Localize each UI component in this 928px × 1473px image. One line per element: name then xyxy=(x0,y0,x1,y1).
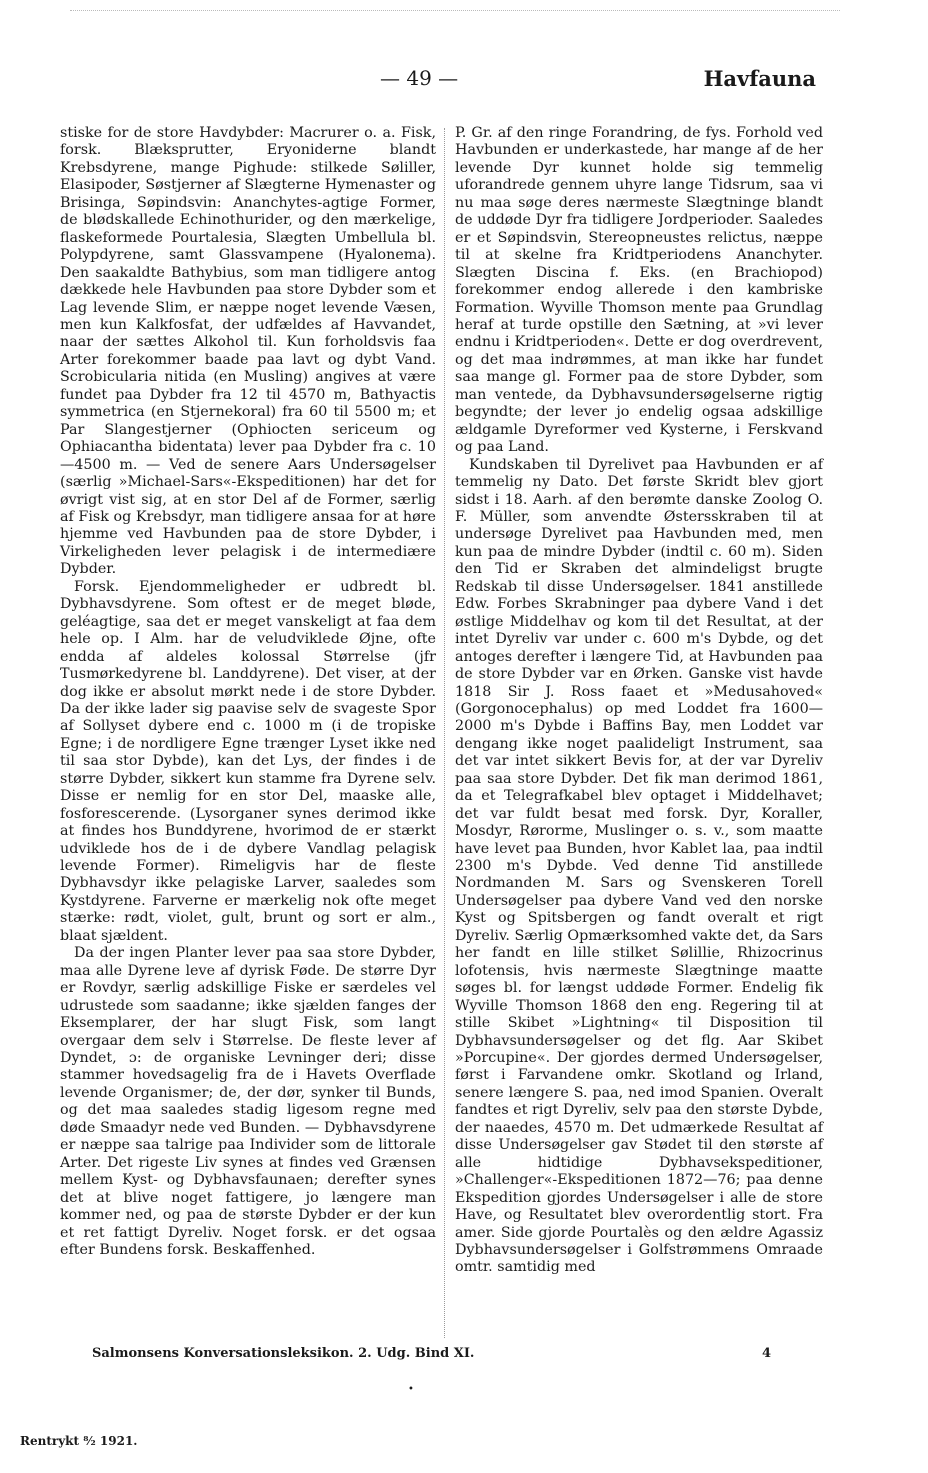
reprint-note: Rentrykt ⁸⁄₂ 1921. xyxy=(20,1434,138,1448)
page-number: — 49 — xyxy=(380,66,459,90)
running-head: Havfauna xyxy=(703,66,816,91)
top-rule xyxy=(70,10,840,11)
left-paragraph-1: stiske for de store Havdybder: Macrurer o. a. Fisk, forsk. Blæksprutter, Eryoniderne blandt Krebsdyrene, mange Pighude: stilkede Søliller, Elasipoder, Søstjerner af Slægterne Hymenaster og Brisinga, Søpindsvin: Ananchytes-agtige Former, de blødskallede Echinothurider, og den mærkelige, flaskeformede Pourtalesia, Slægten Umbellula bl. Polypdyrene, samt Glassvampene (Hyalonema). Den saakaldte Bathybius, som man tidligere antog dækkede hele Havbunden paa store Dybder som et Lag levende Slim, er næppe noget levende Væsen, men kun Kalkfosfat, der udfældes af Havvandet, naar der sættes Alkohol til. Kun forholdsvis faa Arter forekommer baade paa lavt og dybt Vand. Scrobicularia nitida (en Musling) angives at være fundet paa Dybder fra 12 til 4570 m, Bathyactis symmetrica (en Stjernekoral) fra 60 til 5500 m; et Par Slangestjerner (Ophiocten sericeum og Ophiacantha bidentata) lever paa Dybder fra c. 10—4500 m. — Ved de senere Aars Undersøgelser (særlig »Michael-Sars«-Ekspeditionen) har det for øvrigt vist sig, at en stor Del af de Former, særlig af Fisk og Krebsdyr, man tidligere ansaa for at høre hjemme ved Havbunden paa de store Dybder, i Virkeligheden lever pelagisk i de intermediære Dybder. xyxy=(60,125,436,578)
page-header xyxy=(0,66,928,96)
right-paragraph-1: P. Gr. af den ringe Forandring, de fys. Forhold ved Havbunden er underkastede, har mange af de her levende Dyr kunnet holde sig temmelig uforandrede gennem uhyre lange Tidsrum, saa vi nu maa søge deres nærmeste Slægtninge blandt de uddøde Dyr fra tidligere Jordperioder. Saaledes er et Søpindsvin, Stereopneustes relictus, næppe til at skelne fra Kridtperiodens Ananchyter. Slægten Discina f. Eks. (en Brachiopod) forekommer endog allerede i den kambriske Formation. Wyville Thomson mente paa Grundlag heraf at turde opstille den Sætning, at »vi lever endnu i Kridtperioden«. Dette er dog overdrevent, og det maa indrømmes, at man ikke har fundet saa mange gl. Former paa de store Dybder, som man ventede, da Dybhavsundersøgelserne rigtig begyndte; der lever jo endelig ogsaa adskillige ældgamle Dyreformer ved Kysterne, i Ferskvand og paa Land. xyxy=(455,125,823,456)
ink-dot: • xyxy=(408,1384,414,1395)
publication-footer: Salmonsens Konversationsleksikon. 2. Udg. Bind XI. xyxy=(92,1346,475,1361)
right-column xyxy=(455,125,823,1277)
signature-mark: 4 xyxy=(762,1346,772,1361)
column-divider xyxy=(444,128,445,1338)
left-paragraph-3: Da der ingen Planter lever paa saa store Dybder, maa alle Dyrene leve af dyrisk Føde. De større Dyr er Rovdyr, særlig adskillige Fiske er særdeles vel udrustede som saadanne; ikke sjælden fanges der Eksemplarer, der har slugt Fisk, som langt overgaar dem selv i Størrelse. De fleste lever af Dyndet, ɔ: de organiske Levninger deri; disse stammer hovedsagelig fra de i Havets Overflade levende Organismer; de, der dør, synker til Bunds, og det maa saaledes stadig ligesom regne med døde Smaadyr nede ved Bunden. — Dybhavsdyrene er næppe saa talrige paa Individer som de littorale Arter. Det rigeste Liv synes at findes ved Grænsen mellem Kyst- og Dybhavsfaunaen; derefter synes det at blive noget fattigere, jo længere man kommer ned, og paa de største Dybder er der kun et ret fattigt Dyreliv. Noget forsk. er det ogsaa efter Bundens forsk. Beskaffenhed. xyxy=(60,945,436,1258)
right-paragraph-2: Kundskaben til Dyrelivet paa Havbunden er af temmelig ny Dato. Det første Skridt blev gjort sidst i 18. Aarh. af den berømte danske Zoolog O. F. Müller, som anvendte Østersskraben til at undersøge Dyrelivet paa Havbunden med, men kun paa de mindre Dybder (indtil c. 60 m). Siden den Tid er Skraben det almindeligst brugte Redskab til disse Undersøgelser. 1841 anstillede Edw. Forbes Skrabninger paa dybere Vand i det østlige Middelhav og kom til det Resultat, at der intet Dyreliv var under c. 600 m's Dybde, og det antoges derefter i længere Tid, at Havbunden paa de store Dybder var en Ørken. Ganske vist havde 1818 Sir J. Ross faaet et »Medusahoved« (Gorgonocephalus) op med Loddet fra 1600—2000 m's Dybde i Baffins Bay, men Loddet var dengang ikke noget paalideligt Instrument, saa det var intet sikkert Bevis for, at der var Dyreliv paa saa store Dybder. Det fik man derimod 1861, da et Telegrafkabel blev optaget i Middelhavet; det var fuldt besat med forsk. Dyr, Koraller, Mosdyr, Rørorme, Muslinger o. s. v., som maatte have levet paa Bunden, hvor Kablet laa, paa indtil 2300 m's Dybde. Ved denne Tid anstillede Nordmanden M. Sars og Svenskeren Torell Undersøgelser paa dybere Vand ved den norske Kyst og Spitsbergen og fandt overalt et rigt Dyreliv. Særlig Opmærksomhed vakte det, da Sars her fandt en lille stilket Sølillie, Rhizocrinus lofotensis, hvis nærmeste Slægtninge maatte søges bl. for længst uddøde Former. Endelig fik Wyville Thomson 1868 den eng. Regering til at stille Skibet »Lightning« til Disposition til Dybhavsundersøgelser og det flg. Aar Skibet »Porcupine«. Der gjordes dermed Undersøgelser, først i Farvandene omkr. Skotland og Irland, senere længere S. paa, ned imod Spanien. Overalt fandtes et rigt Dyreliv, selv paa den største Dybde, der naaedes, 4570 m. Det udmærkede Resultat af disse Undersøgelser gav Stødet til den største af alle hidtidige Dybhavsekspeditioner, »Challenger«-Ekspeditionen 1872—76; paa denne Ekspedition gjordes Undersøgelser i alle de store Have, og Resultatet blev overordentlig stort. Fra amer. Side gjorde Pourtalès og den ældre Agassiz Dybhavsundersøgelser i Golfstrømmens Omraade omtr. samtidig med xyxy=(455,456,823,1276)
left-paragraph-2: Forsk. Ejendommeligheder er udbredt bl. Dybhavsdyrene. Som oftest er de meget bløde, geléagtige, saa det er meget vanskeligt at faa dem hele op. I Alm. har de veludviklede Øjne, ofte endda af aldeles kolossal Størrelse (jfr Tusmørkedyrene bl. Landdyrene). Det viser, at der dog ikke er absolut mørkt nede i de store Dybder. Da der ikke lader sig paavise selv de svageste Spor af Sollyset dybere end c. 1000 m (i de tropiske Egne; i de nordligere Egne trænger Lyset ikke ned til saa stor Dybde), kan det Lys, der findes i de større Dybder, sikkert kun stamme fra Dyrene selv. Disse er nemlig for en stor Del, maaske alle, fosforescerende. (Lysorganer synes derimod ikke at findes hos Bunddyrene, hvorimod de er stærkt udviklede hos de i de dybere Vandlag pelagisk levende Former). Rimeligvis har de fleste Dybhavsdyr ikke pelagiske Larver, saaledes som Kystdyrene. Farverne er mærkelig nok ofte meget stærke: rødt, violet, gult, brunt og sort er alm., blaat sjældent. xyxy=(60,578,436,944)
left-column xyxy=(60,125,436,1259)
